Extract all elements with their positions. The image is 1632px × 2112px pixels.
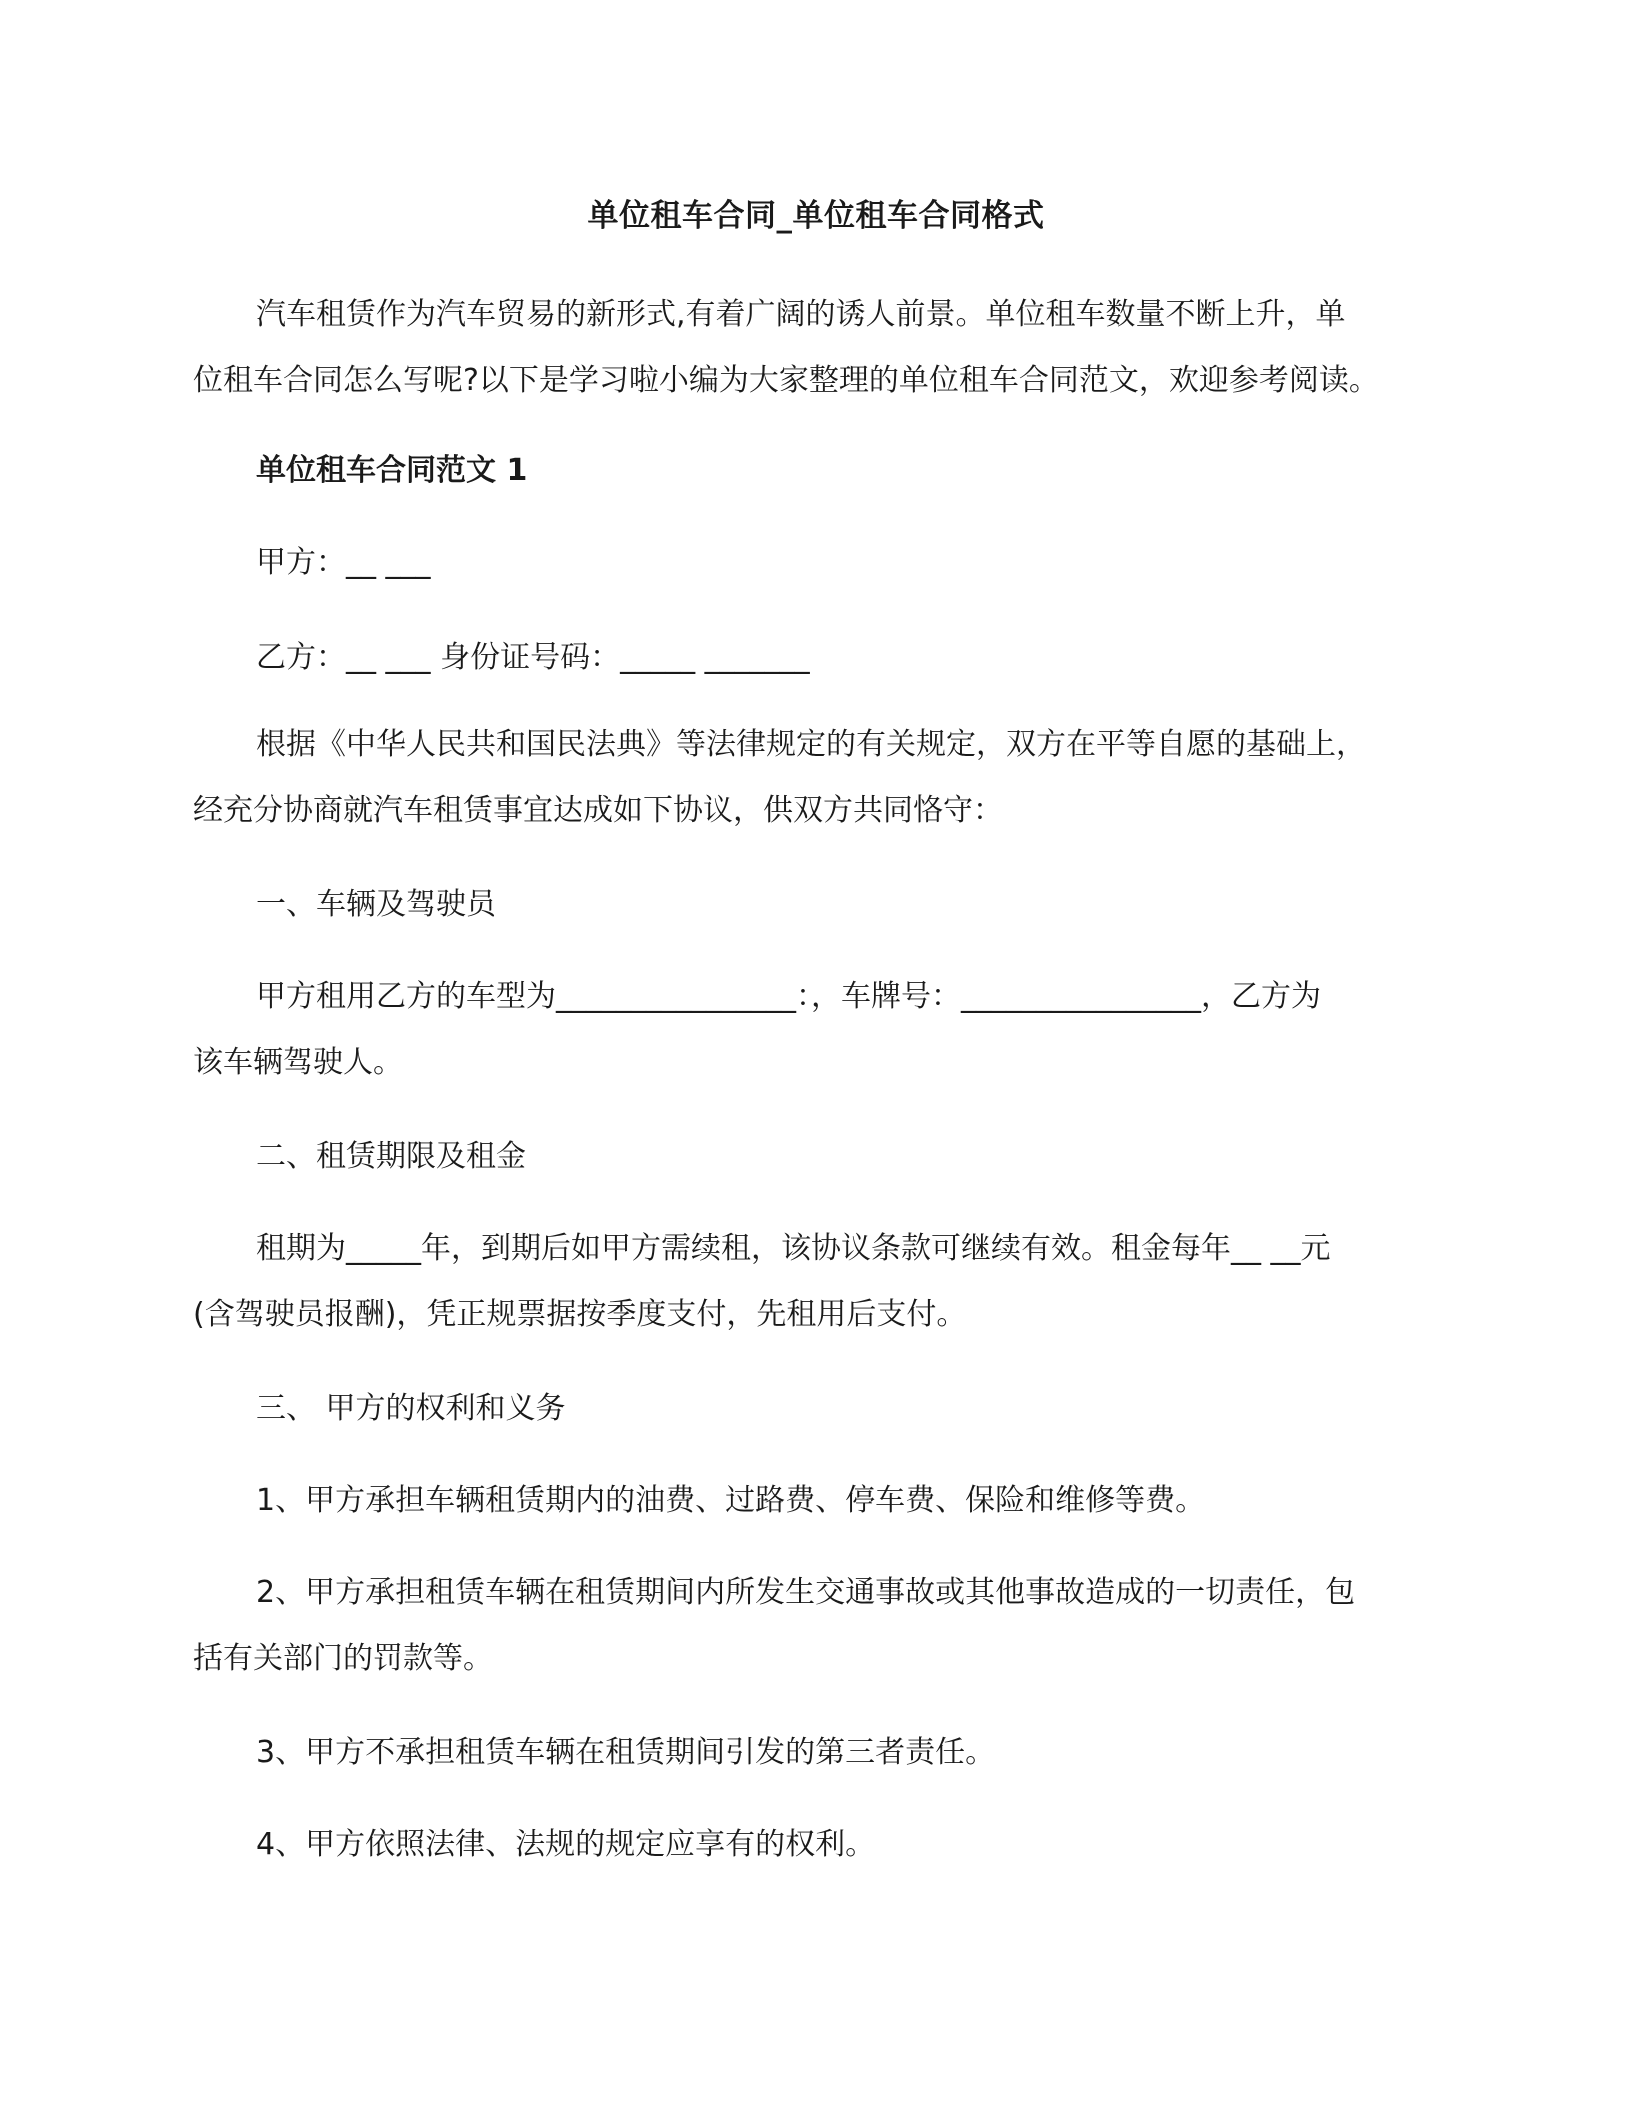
clause-3-title-text: 三、 甲方的权利和义务 (256, 1391, 566, 1426)
clause-2-title (193, 1124, 1443, 1190)
clause-1-body (193, 964, 1443, 1096)
party-a-line (193, 530, 1443, 596)
clause-3-title (193, 1376, 1443, 1442)
document-title: 单位租车合同_单位租车合同格式 (587, 198, 1045, 234)
intro-line-2: 位租车合同怎么写呢?以下是学习啦小编为大家整理的单位租车合同范文，欢迎参考阅读。 (193, 363, 1379, 398)
clause-2-line-2: (含驾驶员报酬)，凭正规票据按季度支付，先租用后支付。 (193, 1297, 967, 1332)
item-1-text: 1、甲方承担车辆租赁期内的油费、过路费、停车费、保险和维修等费。 (256, 1483, 1206, 1518)
clause-3-item-4 (193, 1812, 1443, 1878)
basis-line-1: 根据《中华人民共和国民法典》等法律规定的有关规定，双方在平等自愿的基础上， (256, 727, 1366, 762)
item-3-text: 3、甲方不承担租赁车辆在租赁期间引发的第三者责任。 (256, 1735, 996, 1770)
party-b-line (193, 625, 1443, 691)
party-b-text: 乙方：__ ___ 身份证号码：_____ _______ (256, 640, 810, 675)
section-heading (193, 438, 1443, 504)
section-heading-text: 单位租车合同范文 1 (256, 453, 528, 488)
clause-2-title-text: 二、租赁期限及租金 (256, 1139, 526, 1174)
item-4-text: 4、甲方依照法律、法规的规定应享有的权利。 (256, 1827, 876, 1862)
party-a-text: 甲方：__ ___ (256, 545, 431, 580)
item-2-line-1: 2、甲方承担租赁车辆在租赁期间内所发生交通事故或其他事故造成的一切责任，包 (256, 1575, 1356, 1610)
clause-1-title-text: 一、车辆及驾驶员 (256, 887, 496, 922)
clause-1-line-2: 该车辆驾驶人。 (193, 1045, 403, 1080)
basis-paragraph (193, 712, 1443, 844)
intro-paragraph (193, 282, 1443, 414)
clause-1-line-1: 甲方租用乙方的车型为________________：，车牌号：________________，乙方为 (256, 979, 1321, 1014)
clause-2-body (193, 1216, 1443, 1348)
intro-line-1: 汽车租赁作为汽车贸易的新形式,有着广阔的诱人前景。单位租车数量不断上升，单 (256, 297, 1346, 332)
clause-2-line-1: 租期为_____年，到期后如甲方需续租，该协议条款可继续有效。租金每年__ __元 (256, 1231, 1331, 1266)
clause-3-item-3 (193, 1720, 1443, 1786)
basis-line-2: 经充分协商就汽车租赁事宜达成如下协议，供双方共同恪守： (193, 793, 1003, 828)
item-2-line-2: 括有关部门的罚款等。 (193, 1641, 493, 1676)
clause-3-item-1 (193, 1468, 1443, 1534)
clause-3-item-2 (193, 1560, 1443, 1692)
clause-1-title (193, 872, 1443, 938)
